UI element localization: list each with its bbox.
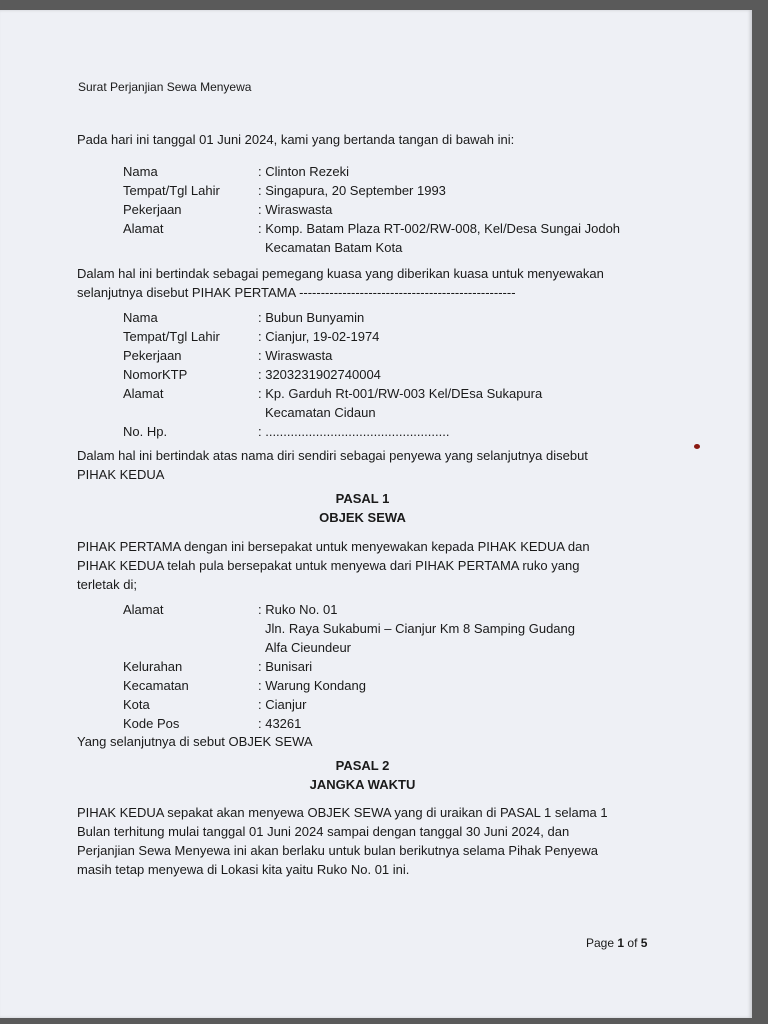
object-row-kota: Kota : Cianjur <box>123 697 307 712</box>
party2-row-address: Alamat : Kp. Garduh Rt-001/RW-003 Kel/DEsa Sukapura <box>123 386 543 401</box>
pasal1-body-line1: PIHAK PERTAMA dengan ini bersepakat untuk menyewakan kepada PIHAK KEDUA dan <box>77 539 590 554</box>
object-address-cont1: Jln. Raya Sukabumi – Cianjur Km 8 Samping Gudang <box>265 621 575 636</box>
pasal1-number: PASAL 1 <box>335 491 390 506</box>
party1-address-cont: Kecamatan Batam Kota <box>265 240 403 255</box>
page-number: Page 1 of 5 <box>586 936 648 950</box>
party2-row-name: Nama : Bubun Bunyamin <box>123 310 365 325</box>
pasal2-line2: Bulan terhitung mulai tanggal 01 Juni 2024 sampai dengan tanggal 30 Juni 2024, dan <box>77 824 570 839</box>
pasal2-line3: Perjanjian Sewa Menyewa ini akan berlaku untuk bulan berikutnya selama Pihak Penyewa <box>77 843 599 858</box>
pasal2-title: JANGKA WAKTU <box>309 777 416 792</box>
object-row-address: Alamat : Ruko No. 01 <box>123 602 338 617</box>
object-row-kodepos: Kode Pos : 43261 <box>123 716 302 731</box>
pasal1-closing: Yang selanjutnya di sebut OBJEK SEWA <box>77 734 313 749</box>
pasal1-body-line3: terletak di; <box>77 577 137 592</box>
pasal1-title: OBJEK SEWA <box>319 510 406 525</box>
party1-desc-line1: Dalam hal ini bertindak sebagai pemegang kuasa yang diberikan kuasa untuk menyewakan <box>77 266 604 281</box>
pasal2-number: PASAL 2 <box>335 758 390 773</box>
pasal1-body-line2: PIHAK KEDUA telah pula bersepakat untuk menyewa dari PIHAK PERTAMA ruko yang <box>77 558 580 573</box>
pasal2-line1: PIHAK KEDUA sepakat akan menyewa OBJEK SEWA yang di uraikan di PASAL 1 selama 1 <box>77 805 608 820</box>
document-title: Surat Perjanjian Sewa Menyewa <box>78 80 252 94</box>
pasal2-line4: masih tetap menyewa di Lokasi kita yaitu Ruko No. 01 ini. <box>77 862 410 877</box>
ink-spot <box>694 444 700 449</box>
party2-row-phone: No. Hp. : ................................................... <box>123 424 450 439</box>
party2-address-cont: Kecamatan Cidaun <box>265 405 376 420</box>
party1-row-name: Nama : Clinton Rezeki <box>123 164 350 179</box>
object-row-kecamatan: Kecamatan : Warung Kondang <box>123 678 366 693</box>
party2-row-ktp: NomorKTP : 3203231902740004 <box>123 367 381 382</box>
party2-row-birth: Tempat/Tgl Lahir : Cianjur, 19-02-1974 <box>123 329 380 344</box>
object-row-kelurahan: Kelurahan : Bunisari <box>123 659 313 674</box>
object-address-cont2: Alfa Cieundeur <box>265 640 351 655</box>
party1-row-birth: Tempat/Tgl Lahir : Singapura, 20 September 1993 <box>123 183 446 198</box>
party1-row-occupation: Pekerjaan : Wiraswasta <box>123 202 333 217</box>
party1-row-address: Alamat : Komp. Batam Plaza RT-002/RW-008, Kel/Desa Sungai Jodoh <box>123 221 621 236</box>
party1-desc-line2: selanjutnya disebut PIHAK PERTAMA -------------------------------------------------- <box>77 285 516 300</box>
party2-desc-line1: Dalam hal ini bertindak atas nama diri sendiri sebagai penyewa yang selanjutnya disebut <box>77 448 588 463</box>
document-page <box>0 10 752 1018</box>
party2-row-occupation: Pekerjaan : Wiraswasta <box>123 348 333 363</box>
intro-paragraph: Pada hari ini tanggal 01 Juni 2024, kami yang bertanda tangan di bawah ini: <box>77 132 515 147</box>
party2-desc-line2: PIHAK KEDUA <box>77 467 165 482</box>
